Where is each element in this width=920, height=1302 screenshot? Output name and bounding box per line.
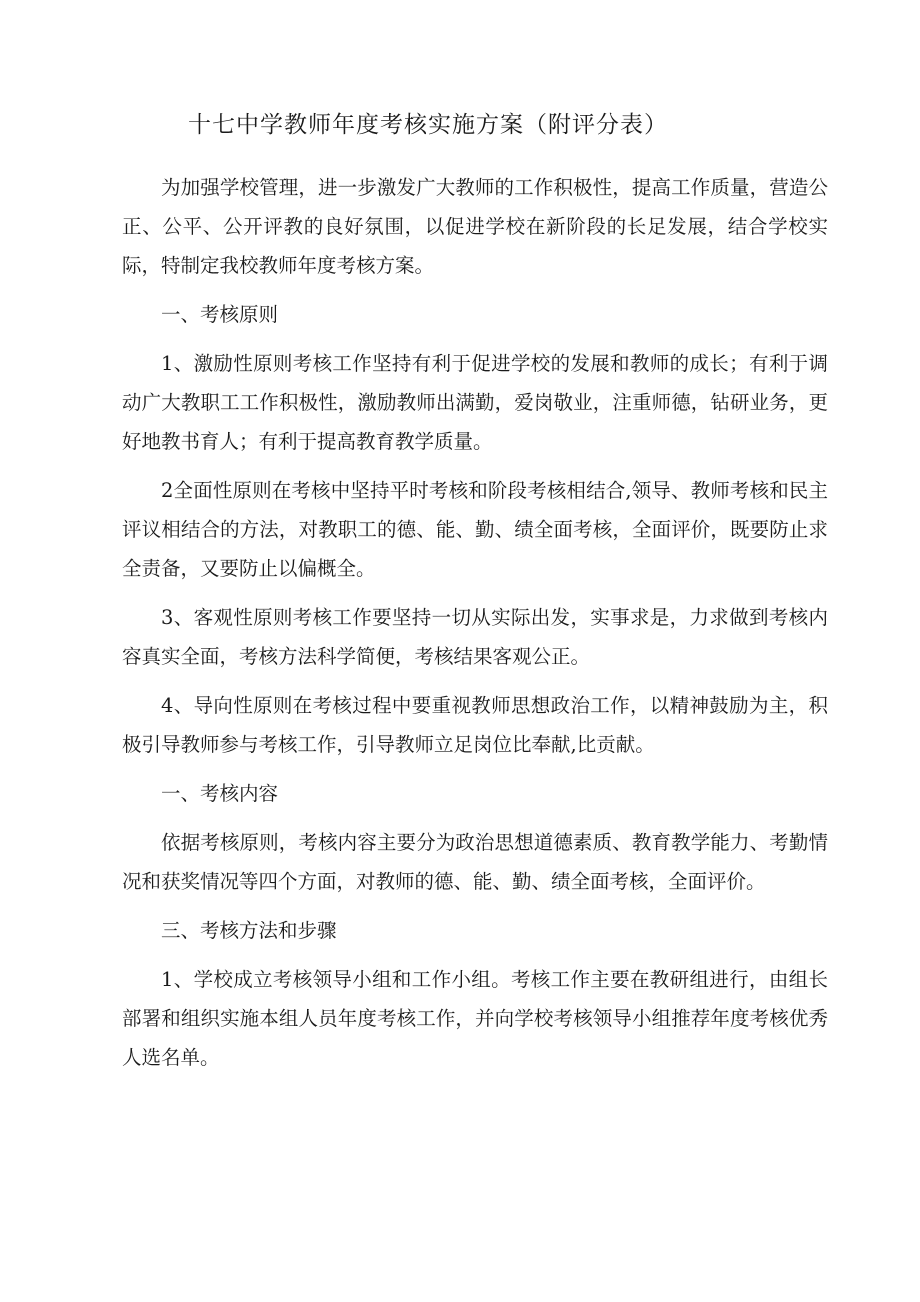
document-title: 十七中学教师年度考核实施方案（附评分表） [188, 112, 668, 138]
principle-paragraph-2: 2全面性原则在考核中坚持平时考核和阶段考核相结合,领导、教师考核和民主评议相结合的方法，对教职工的德、能、勤、绩全面考核，全面评价，既要防止求全责备，又要防止以偏概全。 [122, 479, 828, 580]
content-paragraph: 依据考核原则，考核内容主要分为政治思想道德素质、教育教学能力、考勤情况和获奖情况等四个方面，对教师的德、能、勤、绩全面考核，全面评价。 [122, 831, 828, 893]
section-heading-principles: 一、考核原则 [161, 303, 279, 326]
principle-paragraph-1: 1、激励性原则考核工作坚持有利于促进学校的发展和教师的成长；有利于调动广大教职工工作积极性，激励教师出满勤，爱岗敬业，注重师德，钻研业务，更好地教书育人；有利于提高教育教学质量。 [122, 352, 828, 453]
document-body [122, 168, 828, 1087]
methods-paragraph-1: 1、学校成立考核领导小组和工作小组。考核工作主要在教研组进行，由组长部署和组织实施本组人员年度考核工作，并向学校考核领导小组推荐年度考核优秀人选名单。 [122, 968, 828, 1069]
section-heading-content: 一、考核内容 [161, 782, 279, 805]
principle-paragraph-3: 3、客观性原则考核工作要坚持一切从实际出发，实事求是，力求做到考核内容真实全面，考核方法科学简便，考核结果客观公正。 [122, 606, 828, 668]
intro-paragraph: 为加强学校管理，进一步激发广大教师的工作积极性，提高工作质量，营造公正、公平、公开评教的良好氛围，以促进学校在新阶段的长足发展，结合学校实际，特制定我校教师年度考核方案。 [122, 176, 828, 277]
principle-paragraph-4: 4、导向性原则在考核过程中要重视教师思想政治工作，以精神鼓励为主，积极引导教师参与考核工作，引导教师立足岗位比奉献,比贡献。 [122, 694, 828, 756]
section-heading-methods: 三、考核方法和步骤 [161, 919, 337, 942]
